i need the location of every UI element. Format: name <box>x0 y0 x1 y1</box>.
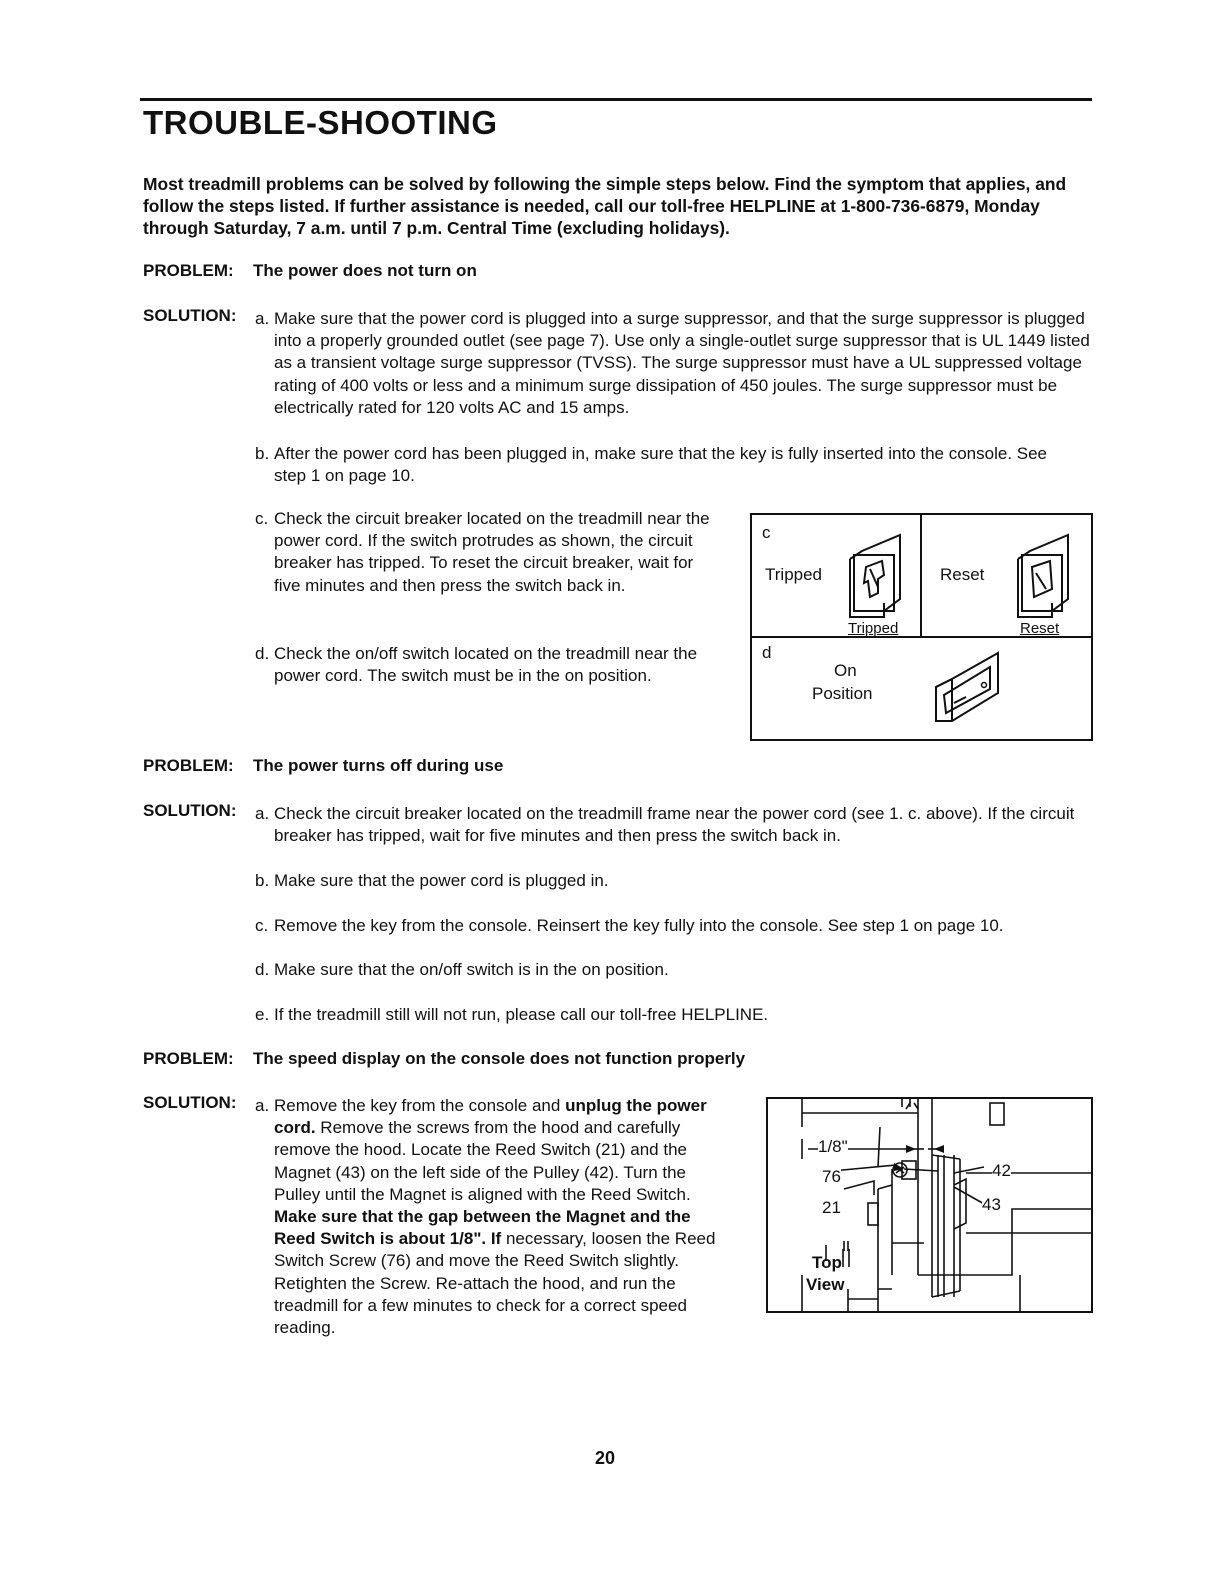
problem-label: PROBLEM: <box>143 756 234 775</box>
problem-1-step-c <box>255 508 715 597</box>
step-text-part: Remove the key from the console and <box>274 1096 561 1115</box>
step-letter: c. <box>255 509 269 528</box>
step-letter: d. <box>255 960 270 979</box>
page-title: TROUBLE-SHOOTING <box>143 104 498 141</box>
step-letter: a. <box>255 309 270 328</box>
step-letter: b. <box>255 871 270 890</box>
step-text: If the treadmill still will not run, please call our toll-free HELPLINE. <box>274 1005 769 1024</box>
figure-divider <box>920 515 922 637</box>
tripped-switch-icon <box>844 529 906 621</box>
position-label: Position <box>812 684 873 703</box>
problem-3-title: The speed display on the console does not function properly <box>253 1049 746 1068</box>
part-21-label: 21 <box>822 1198 841 1217</box>
part-42-label: 42 <box>992 1161 1011 1180</box>
problem-3-step-a <box>255 1095 725 1339</box>
problem-label: PROBLEM: <box>143 1049 234 1068</box>
step-letter: a. <box>255 804 270 823</box>
step-text-part: necessary, loosen the Reed Switch Screw (76) and move the Reed Switch slightly. Retighten the Screw. Re-attach the hood, and run the treadmill for a few minutes to check for a correct speed reading. <box>274 1229 716 1338</box>
problem-2-step-d <box>255 959 1085 981</box>
problem-2-step-b <box>255 870 1085 892</box>
problem-1-title: The power does not turn on <box>253 261 477 280</box>
tripped-label: Tripped <box>765 565 823 584</box>
gap-label: 1/8" <box>818 1137 848 1156</box>
step-text-bold: unplug the power cord. <box>274 1096 707 1138</box>
reed-switch-figure <box>766 1097 1093 1313</box>
problem-label: PROBLEM: <box>143 261 234 280</box>
step-text: Check the circuit breaker located on the treadmill frame near the power cord (see 1. c. above). If the circuit breaker has tripped, wait for five minutes and then press the switch back in. <box>274 804 1075 846</box>
part-43-label: 43 <box>982 1195 1001 1214</box>
step-text-part: Remove the screws from the hood and carefully remove the hood. Locate the Reed Switch (21) and the Magnet (43) on the left side of the Pulley (42). Turn the Pulley until the Magnet is aligned with the Reed Switch. <box>274 1118 691 1204</box>
on-off-switch-icon <box>932 647 1004 723</box>
step-text: Check the circuit breaker located on the treadmill near the power cord. If the switch protrudes as shown, the circuit breaker has tripped. To reset the circuit breaker, wait for five minutes and then press the switch back in. <box>274 509 710 595</box>
reset-label: Reset <box>940 565 985 584</box>
problem-1-step-d <box>255 643 715 687</box>
solution-2-label: SOLUTION: <box>143 801 237 820</box>
view-label: View <box>806 1275 845 1294</box>
step-letter: c. <box>255 916 269 935</box>
problem-2-title: The power turns off during use <box>253 756 504 775</box>
step-letter: a. <box>255 1096 270 1115</box>
problem-2-step-e <box>255 1004 1085 1026</box>
title-rule <box>140 98 1092 101</box>
step-letter: e. <box>255 1005 270 1024</box>
page-number: 20 <box>594 1448 616 1468</box>
step-text-bold: Make sure that the gap between the Magnet and the Reed Switch is about 1/8". If <box>274 1207 691 1249</box>
step-letter: b. <box>255 444 270 463</box>
tripped-caption: Tripped <box>848 620 899 637</box>
problem-1-heading <box>143 261 477 281</box>
reset-caption: Reset <box>1020 620 1060 637</box>
problem-2-step-a <box>255 803 1085 847</box>
step-letter: d. <box>255 644 270 663</box>
top-label: Top <box>812 1253 842 1272</box>
intro-paragraph: Most treadmill problems can be solved by following the simple steps below. Find the symptom that applies, and follow the steps listed. If further assistance is needed, call our toll-free HELPLINE at 1-800-736-6879, Monday through Saturday, 7 a.m. until 7 p.m. Central Time (excluding holidays). <box>143 174 1067 238</box>
circuit-breaker-figure <box>750 513 1093 741</box>
problem-3-heading <box>143 1049 745 1069</box>
solution-1-label: SOLUTION: <box>143 306 237 325</box>
step-text <box>274 1095 725 1339</box>
problem-1-step-a <box>255 308 1093 419</box>
step-text: Make sure that the power cord is plugged in. <box>274 871 609 890</box>
step-text: After the power cord has been plugged in, make sure that the key is fully inserted into the console. See step 1 on page 10. <box>274 444 1048 486</box>
step-text: Remove the key from the console. Reinsert the key fully into the console. See step 1 on page 10. <box>274 916 1004 935</box>
on-label: On <box>834 661 857 680</box>
figure-label-d: d <box>762 643 772 662</box>
problem-1-step-b <box>255 443 1070 487</box>
problem-2-heading <box>143 756 503 776</box>
solution-3-label: SOLUTION: <box>143 1093 237 1112</box>
figure-label-c: c <box>762 523 771 542</box>
step-text: Make sure that the power cord is plugged into a surge suppressor, and that the surge suppressor is plugged into a properly grounded outlet (see page 7). Use only a single-outlet surge suppressor that is UL 1449 listed as a transient voltage surge suppressor (TVSS). The surge suppressor must have a UL suppressed voltage rating of 400 volts or less and a minimum surge dissipation of 450 joules. The surge suppressor must be electrically rated for 120 volts AC and 15 amps. <box>274 309 1090 417</box>
step-text: Check the on/off switch located on the treadmill near the power cord. The switch must be in the on position. <box>274 644 698 686</box>
part-76-label: 76 <box>822 1167 841 1186</box>
step-text: Make sure that the on/off switch is in the on position. <box>274 960 669 979</box>
problem-2-step-c <box>255 915 1095 937</box>
reset-switch-icon <box>1012 529 1074 621</box>
